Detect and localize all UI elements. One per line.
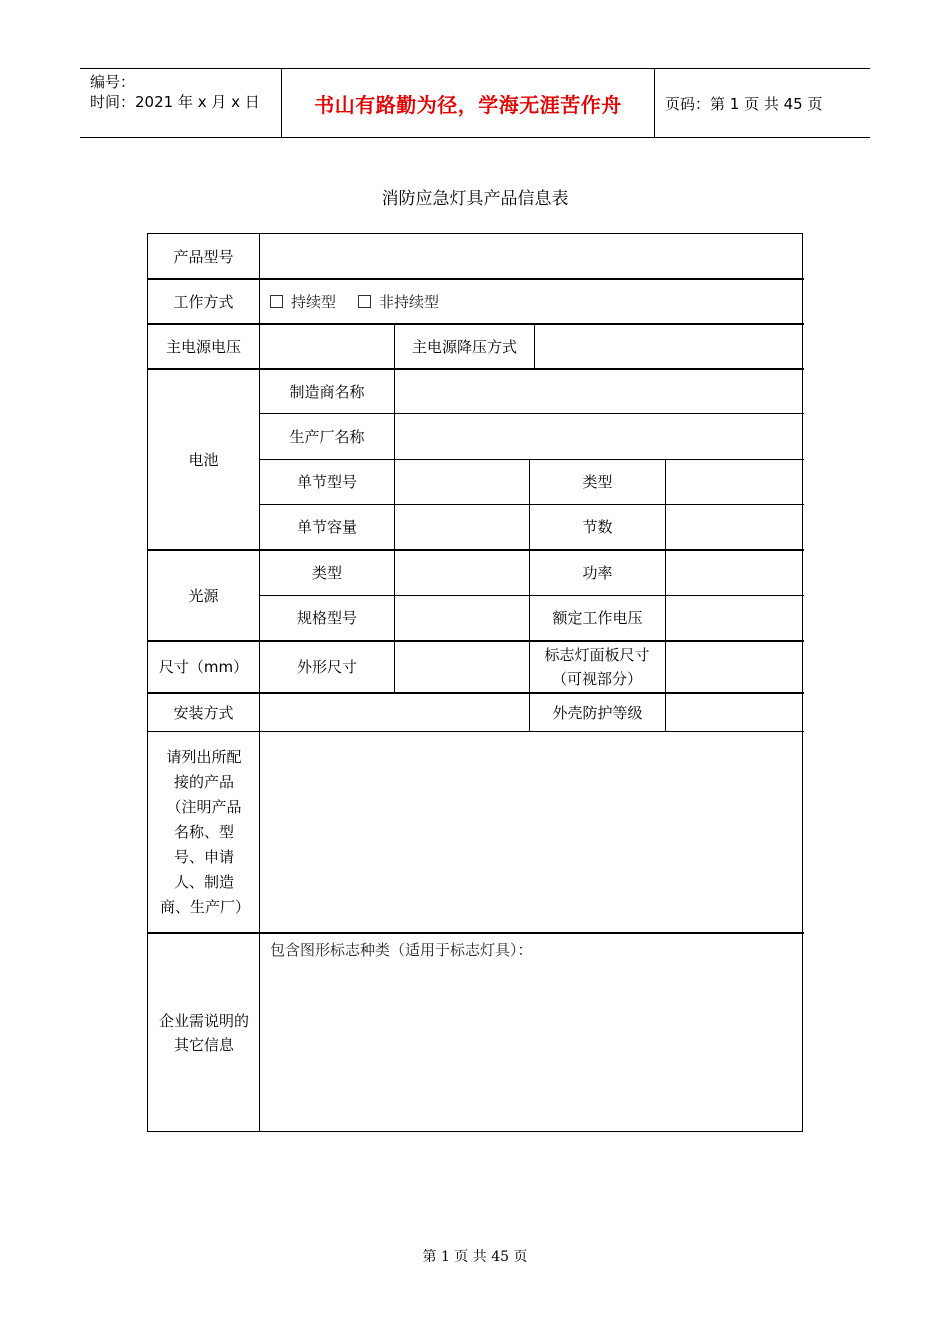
work-mode-label: 工作方式 <box>173 292 234 311</box>
page-header <box>80 68 870 138</box>
page-number-label: 页码：第 1 页 共 45 页 <box>665 94 823 113</box>
doc-time-label: 时间：2021 年 x 月 x 日 <box>90 93 260 111</box>
col-divider <box>665 459 666 549</box>
matched-products-value[interactable] <box>260 732 802 932</box>
cell-model-label: 单节型号 <box>296 472 357 491</box>
battery-type-label: 类型 <box>582 472 613 491</box>
motto: 书山有路勤为径，学海无涯苦作舟 <box>314 92 622 117</box>
doc-number-label: 编号： <box>90 73 136 91</box>
form-title: 消防应急灯具产品信息表 <box>381 189 569 209</box>
col-divider <box>394 368 395 692</box>
battery-label: 电池 <box>188 450 219 469</box>
main-voltage-label: 主电源电压 <box>165 337 241 356</box>
install-label: 安装方式 <box>173 704 234 722</box>
checkbox-continuous[interactable] <box>270 295 283 308</box>
matched-products-label: 请列出所配接的产品（注明产品名称、型号、申请人、制造商、生产厂） <box>160 747 251 916</box>
main-stepdown-value[interactable] <box>535 324 802 369</box>
work-mode-options <box>270 279 790 324</box>
dimension-label: 尺寸（mm） <box>158 658 249 676</box>
option-continuous[interactable]: 持续型 <box>270 290 336 314</box>
outline-size-label: 外形尺寸 <box>296 658 357 676</box>
header-meta-cell <box>80 69 282 137</box>
panel-size-label: 标志灯面板尺寸（可视部分） <box>544 646 650 688</box>
enclosure-label: 外壳防护等级 <box>552 704 643 722</box>
other-info-label: 企业需说明的其它信息 <box>158 1011 249 1054</box>
product-model-value[interactable] <box>260 234 802 279</box>
product-model-label: 产品型号 <box>173 247 234 266</box>
spec-model-label: 规格型号 <box>296 608 357 627</box>
cell-count-label: 节数 <box>582 517 613 536</box>
power-label: 功率 <box>582 563 613 582</box>
factory-name-label: 生产厂名称 <box>289 427 365 446</box>
manufacturer-name-label: 制造商名称 <box>289 382 365 401</box>
rated-voltage-label: 额定工作电压 <box>552 608 643 627</box>
checkbox-noncontinuous[interactable] <box>358 295 371 308</box>
source-type-label: 类型 <box>311 563 342 582</box>
main-stepdown-label: 主电源降压方式 <box>411 337 517 356</box>
header-page-cell <box>655 69 870 137</box>
col-divider <box>665 549 666 731</box>
main-voltage-value[interactable] <box>260 324 394 369</box>
header-motto-cell <box>282 69 655 137</box>
option-noncontinuous[interactable]: 非持续型 <box>358 290 439 314</box>
page-footer: 第 1 页 共 45 页 <box>422 1249 528 1265</box>
light-source-label: 光源 <box>188 586 219 605</box>
graphic-hint: 包含图形标志种类（适用于标志灯具）： <box>270 941 533 959</box>
cell-capacity-label: 单节容量 <box>296 517 357 536</box>
info-form-table <box>147 233 803 1132</box>
